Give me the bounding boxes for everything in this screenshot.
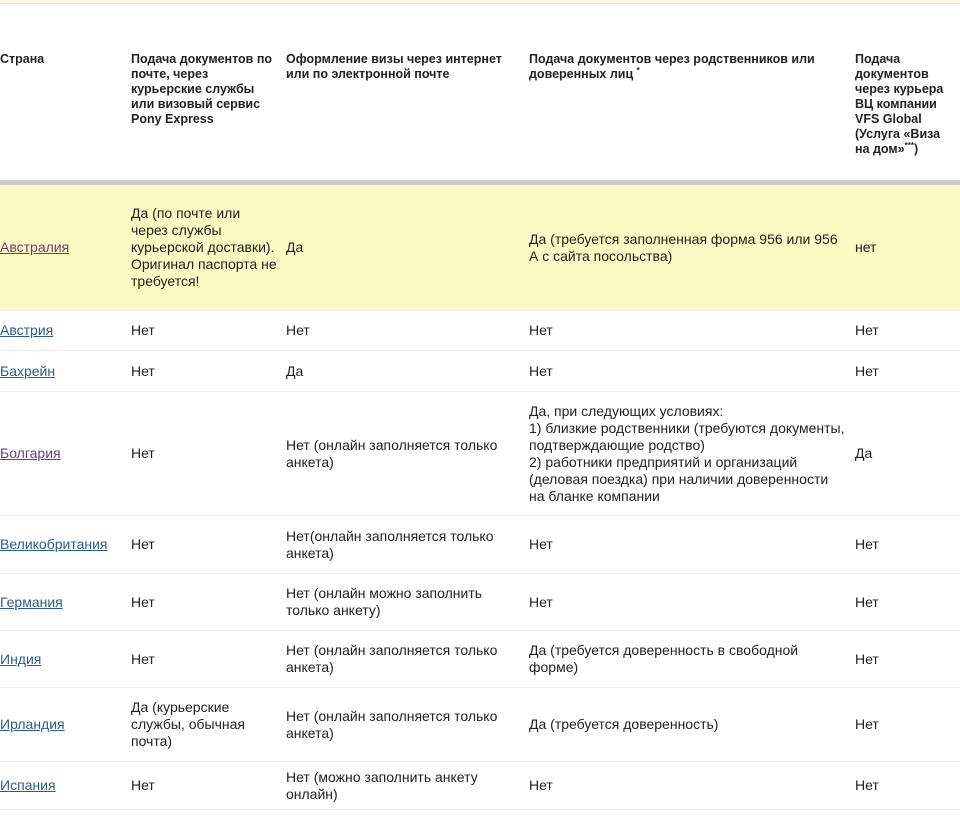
header-country: Страна bbox=[0, 4, 131, 183]
relatives-cell: Нет bbox=[529, 516, 855, 574]
relatives-cell: Нет bbox=[529, 311, 855, 351]
relatives-cell: Да (требуется доверенность) bbox=[529, 688, 855, 762]
vfs-cell: Нет bbox=[855, 574, 960, 631]
table-row bbox=[0, 351, 960, 392]
header-vfs-tail: ) bbox=[913, 142, 919, 156]
table-row bbox=[0, 516, 960, 574]
table-header-row bbox=[0, 4, 960, 183]
country-cell bbox=[0, 351, 131, 392]
country-cell bbox=[0, 631, 131, 688]
country-link-australia[interactable]: Австралия bbox=[0, 239, 70, 255]
online-cell: Да bbox=[286, 183, 529, 311]
table-row bbox=[0, 762, 960, 810]
online-cell: Да bbox=[286, 351, 529, 392]
country-cell bbox=[0, 762, 131, 810]
online-cell: Нет (онлайн заполняется только анкета) bbox=[286, 392, 529, 516]
vfs-cell: Нет bbox=[855, 516, 960, 574]
vfs-cell: Нет bbox=[855, 631, 960, 688]
country-link-bahrain[interactable]: Бахрейн bbox=[0, 362, 56, 379]
country-cell bbox=[0, 311, 131, 351]
header-relatives-text: Подача документов через родственников или доверенных лиц bbox=[529, 52, 815, 81]
vfs-cell: Нет bbox=[855, 688, 960, 762]
header-vfs-text: Подача документов через курьера ВЦ компании VFS Global (Услуга «Виза на дом» bbox=[855, 52, 944, 156]
header-vfs-footnote-mark: *** bbox=[904, 140, 914, 150]
relatives-cell: Нет bbox=[529, 351, 855, 392]
online-cell: Нет (онлайн заполняется только анкета) bbox=[286, 631, 529, 688]
country-link-spain[interactable]: Испания bbox=[0, 777, 56, 793]
mail-cell: Нет bbox=[131, 631, 286, 688]
mail-cell: Нет bbox=[131, 311, 286, 351]
country-link-bulgaria[interactable]: Болгария bbox=[0, 445, 61, 461]
country-link-uk[interactable]: Великобритания bbox=[0, 536, 108, 552]
vfs-cell: Да bbox=[855, 392, 960, 516]
table-row bbox=[0, 183, 960, 311]
relatives-cell: Нет bbox=[529, 574, 855, 631]
header-relatives bbox=[529, 4, 855, 183]
table-row bbox=[0, 688, 960, 762]
country-link-ireland[interactable]: Ирландия bbox=[0, 716, 65, 732]
country-link-austria[interactable]: Австрия bbox=[0, 322, 54, 338]
table-row bbox=[0, 631, 960, 688]
country-cell bbox=[0, 574, 131, 631]
mail-cell: Нет bbox=[131, 392, 286, 516]
table-row bbox=[0, 574, 960, 631]
online-cell: Нет (онлайн можно заполнить только анкету) bbox=[286, 574, 529, 631]
visa-requirements-table bbox=[0, 4, 960, 810]
mail-cell: Нет bbox=[131, 516, 286, 574]
mail-cell: Нет bbox=[131, 762, 286, 810]
country-cell bbox=[0, 516, 131, 574]
vfs-cell: Нет bbox=[855, 311, 960, 351]
vfs-cell: нет bbox=[855, 183, 960, 311]
header-online: Оформление визы через интернет или по электронной почте bbox=[286, 4, 529, 183]
relatives-cell: Да (требуется заполненная форма 956 или 956 А с сайта посольства) bbox=[529, 183, 855, 311]
vfs-cell: Нет bbox=[855, 762, 960, 810]
country-link-germany[interactable]: Германия bbox=[0, 593, 63, 610]
relatives-cell: Да, при следующих условиях: 1) близкие родственники (требуются документы, подтверждающие родство) 2) работники предприятий и организаций (деловая поездка) при наличии доверенности на бланке компании bbox=[529, 392, 855, 516]
header-relatives-footnote-mark: * bbox=[636, 65, 640, 75]
header-vfs bbox=[855, 4, 960, 183]
country-cell bbox=[0, 688, 131, 762]
country-link-india[interactable]: Индия bbox=[0, 650, 42, 667]
online-cell: Нет(онлайн заполняется только анкета) bbox=[286, 516, 529, 574]
mail-cell: Да (курьерские службы, обычная почта) bbox=[131, 688, 286, 762]
country-cell bbox=[0, 183, 131, 311]
online-cell: Нет (можно заполнить анкету онлайн) bbox=[286, 762, 529, 810]
relatives-cell: Нет bbox=[529, 762, 855, 810]
relatives-cell: Да (требуется доверенность в свободной форме) bbox=[529, 631, 855, 688]
table-row bbox=[0, 311, 960, 351]
online-cell: Нет bbox=[286, 311, 529, 351]
vfs-cell: Нет bbox=[855, 351, 960, 392]
mail-cell: Нет bbox=[131, 574, 286, 631]
mail-cell: Да (по почте или через службы курьерской доставки). Оригинал паспорта не требуется! bbox=[131, 183, 286, 311]
country-cell bbox=[0, 392, 131, 516]
table-row bbox=[0, 392, 960, 516]
online-cell: Нет (онлайн заполняется только анкета) bbox=[286, 688, 529, 762]
mail-cell: Нет bbox=[131, 351, 286, 392]
header-mail: Подача документов по почте, через курьерские службы или визовый сервис Pony Express bbox=[131, 4, 286, 183]
